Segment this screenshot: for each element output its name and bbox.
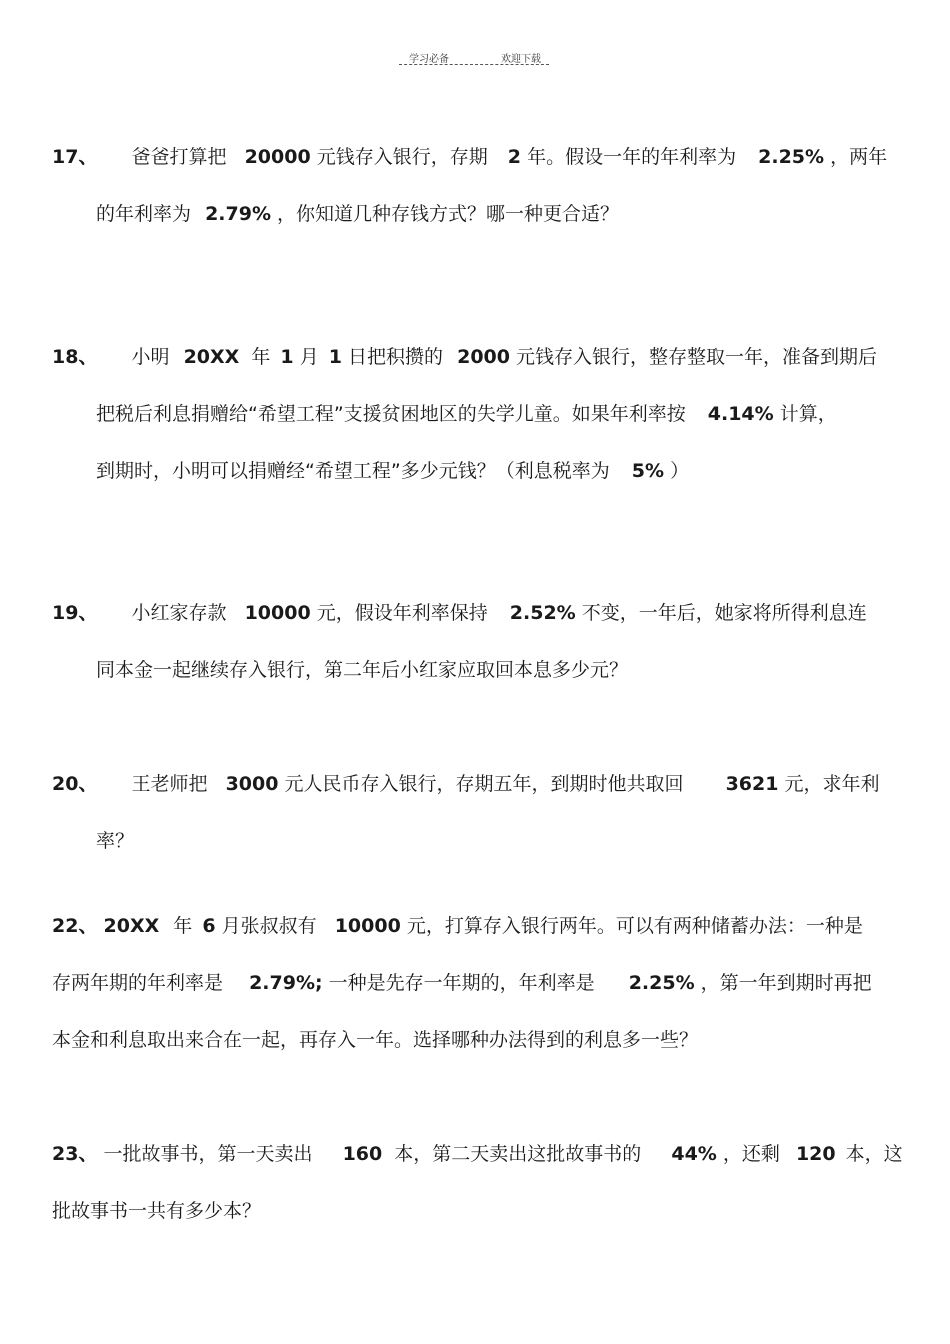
header-left-text: 学习必备: [409, 54, 449, 65]
question-line: [52, 1142, 903, 1166]
header-dashed-rule: [399, 64, 549, 65]
number: 120: [795, 1143, 836, 1165]
number: 2: [507, 146, 522, 168]
text: 元，打算存入银行两年。可以有两种储蓄办法：一种是: [406, 915, 863, 937]
question-line: [52, 601, 867, 625]
page-header: [0, 50, 950, 65]
number: 2.25%: [758, 146, 825, 168]
number: 44%: [671, 1143, 717, 1165]
number: 4.14%: [707, 403, 774, 425]
text: 元钱存入银行，存期: [316, 146, 488, 168]
question-number: 18、: [52, 346, 98, 368]
text: 存两年期的年利率是: [52, 972, 224, 994]
question-number: 22、: [52, 915, 98, 937]
question-line: [96, 829, 134, 853]
text: 年。假设一年的年利率为: [527, 146, 737, 168]
number: 2.52%: [509, 602, 576, 624]
number: 10000: [334, 915, 401, 937]
text: ，第一年到期时再把: [700, 972, 872, 994]
text: 年: [251, 346, 271, 368]
number: 20XX: [183, 346, 240, 368]
number: 3000: [225, 773, 279, 795]
text: 把税后利息捐赠给“希望工程”支援贫困地区的失学儿童。如果年利率按: [96, 403, 686, 425]
text: 本金和利息取出来合在一起，再存入一年。选择哪种办法得到的利息多一些？: [52, 1029, 699, 1051]
number: 6: [202, 915, 216, 937]
text: 日把积攒的: [348, 346, 444, 368]
text: 本，这: [845, 1143, 903, 1165]
text: 月张叔叔有: [221, 915, 317, 937]
text: 月: [299, 346, 319, 368]
text: 元人民币存入银行，存期五年，到期时他共取回: [284, 773, 684, 795]
number: 160: [342, 1143, 383, 1165]
question-line: [52, 971, 872, 995]
question-line: [96, 658, 628, 682]
text: 不变，一年后，她家将所得利息连: [581, 602, 867, 624]
text: 爸爸打算把: [131, 146, 227, 168]
number: 3621: [725, 773, 779, 795]
number: 2.79%;: [249, 972, 323, 994]
number: 20000: [244, 146, 311, 168]
text: 批故事书一共有多少本？: [52, 1200, 262, 1222]
number: 2000: [457, 346, 510, 368]
text: 王老师把: [131, 773, 208, 795]
question-line: [52, 145, 887, 169]
question-line: [52, 1028, 698, 1052]
header-right-text: 欢迎下载: [501, 54, 541, 65]
text: 的年利率为: [96, 203, 192, 225]
text: ，两年: [830, 146, 888, 168]
text: 一批故事书，第一天卖出: [103, 1143, 313, 1165]
text: 一种是先存一年期的，年利率是: [328, 972, 595, 994]
text: ，你知道几种存钱方式？哪一种更合适？: [277, 203, 620, 225]
question-line: [96, 402, 837, 426]
question-line: [96, 459, 689, 483]
text: 小明: [131, 346, 170, 368]
question-line: [52, 345, 877, 369]
text: 元，求年利: [784, 773, 880, 795]
text: 到期时，小明可以捐赠经“希望工程”多少元钱？（利息税率为: [96, 460, 610, 482]
question-number: 19、: [52, 602, 98, 624]
question-line: [96, 202, 619, 226]
number: 2.25%: [628, 972, 695, 994]
question-line: [52, 772, 880, 796]
text: ）: [670, 460, 690, 482]
text: 计算，: [779, 403, 837, 425]
question-line: [52, 914, 863, 938]
text: 本，第二天卖出这批故事书的: [394, 1143, 642, 1165]
text: 元，假设年利率保持: [316, 602, 488, 624]
text: ，还剩: [722, 1143, 780, 1165]
number: 1: [328, 346, 342, 368]
text: 同本金一起继续存入银行，第二年后小红家应取回本息多少元？: [96, 659, 629, 681]
question-number: 20、: [52, 773, 98, 795]
text: 率？: [96, 830, 135, 852]
number: 1: [280, 346, 294, 368]
text: 年: [173, 915, 193, 937]
number: 10000: [244, 602, 311, 624]
question-line: [52, 1199, 261, 1223]
text: 小红家存款: [131, 602, 227, 624]
question-number: 17、: [52, 146, 98, 168]
number: 5%: [631, 460, 665, 482]
question-number: 23、: [52, 1143, 98, 1165]
number: 2.79%: [205, 203, 271, 225]
text: 元钱存入银行，整存整取一年，准备到期后: [516, 346, 878, 368]
number: 20XX: [103, 915, 160, 937]
